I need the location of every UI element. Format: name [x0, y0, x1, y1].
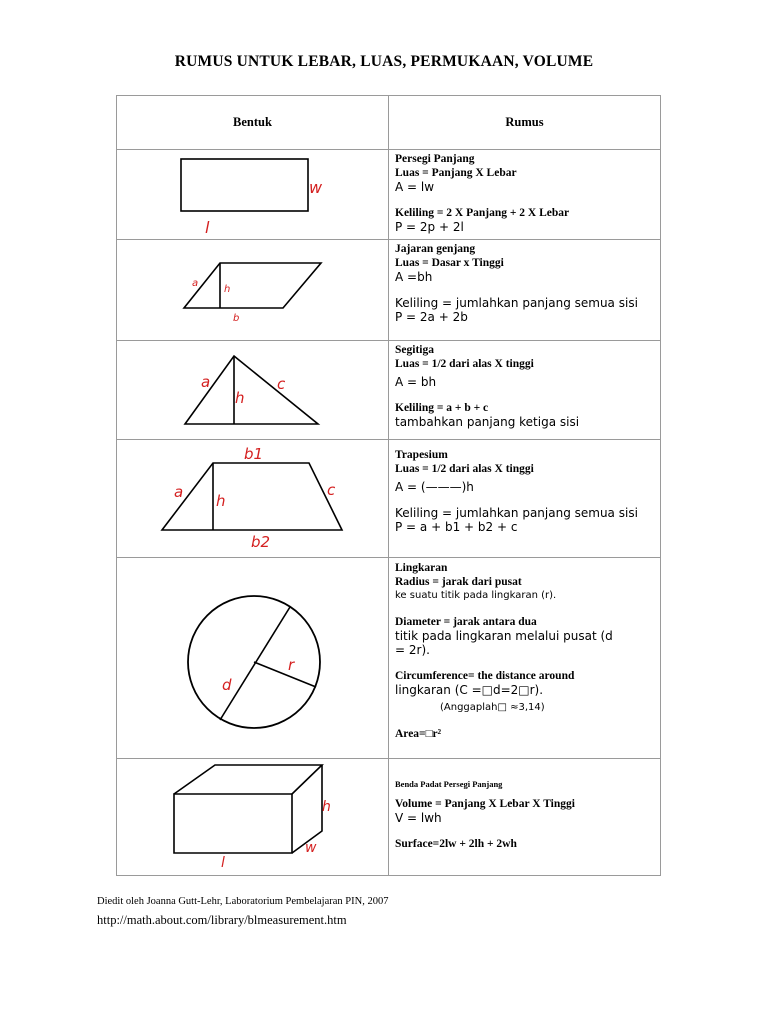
- diameter-definition: titik pada lingkaran melalui pusat (d: [395, 629, 613, 643]
- label-c: c: [327, 481, 336, 499]
- label-a: a: [201, 373, 211, 391]
- area-formula: Luas = 1/2 dari alas X tinggi: [395, 358, 534, 370]
- header-shape: Bentuk: [117, 96, 389, 150]
- volume-formula: Volume = Panjang X Lebar X Tinggi: [395, 798, 575, 810]
- trapezoid-figure: [117, 440, 388, 557]
- area-equation: A = lw: [395, 180, 435, 194]
- circle-figure-cell: [117, 558, 389, 759]
- rectangle-figure-cell: [117, 150, 389, 240]
- shape-name: Benda Padat Persegi Panjang: [395, 779, 503, 789]
- parallelogram-figure: [117, 240, 388, 340]
- surface-formula: Surface=2lw + 2lh + 2wh: [395, 838, 517, 850]
- table-row: [117, 240, 661, 341]
- table-row: [117, 341, 661, 440]
- rectangle-figure: [117, 150, 388, 239]
- rectangular-solid-figure: [117, 759, 388, 875]
- perimeter-equation: P = a + b1 + b2 + c: [395, 520, 518, 534]
- parallelogram-formula: [389, 240, 661, 341]
- table-row: [117, 759, 661, 876]
- area-formula: Luas = Panjang X Lebar: [395, 167, 517, 179]
- rectangle-formula: [389, 150, 661, 240]
- label-w: w: [309, 178, 323, 197]
- label-h: h: [235, 389, 245, 407]
- footer-credit: Diedit oleh Joanna Gutt-Lehr, Laboratorium Pembelajaran PIN, 2007: [97, 896, 389, 907]
- header-formula: Rumus: [389, 96, 661, 150]
- label-b2: b2: [251, 533, 271, 551]
- radius-formula: Radius = jarak dari pusat: [395, 576, 522, 588]
- label-c: c: [277, 375, 286, 393]
- label-a: a: [192, 278, 199, 289]
- radius-definition: ke suatu titik pada lingkaran (r).: [395, 590, 557, 601]
- perimeter-formula: Keliling = jumlahkan panjang semua sisi: [395, 296, 638, 310]
- label-a: a: [174, 483, 184, 501]
- area-formula: Area=□r²: [395, 728, 442, 740]
- label-b1: b1: [244, 445, 264, 463]
- box-formula: [389, 759, 661, 876]
- label-b: b: [233, 313, 240, 324]
- perimeter-formula: Keliling = a + b + c: [395, 402, 489, 414]
- label-w: w: [305, 840, 317, 856]
- parallelogram-figure-cell: [117, 240, 389, 341]
- label-d: d: [222, 676, 232, 694]
- circle-formula: [389, 558, 661, 759]
- pi-note: (Anggaplah□ ≈3,14): [440, 702, 545, 713]
- circumference-formula: Circumference= the distance around: [395, 670, 575, 682]
- table-row: [117, 440, 661, 558]
- table-row: [117, 558, 661, 759]
- table-header-row: [117, 96, 661, 150]
- trapezoid-figure-cell: [117, 440, 389, 558]
- area-equation: A =bh: [395, 270, 433, 284]
- circle-figure: [117, 558, 388, 758]
- triangle-figure: [117, 341, 388, 439]
- perimeter-formula: Keliling = 2 X Panjang + 2 X Lebar: [395, 207, 570, 219]
- page-title: RUMUS UNTUK LEBAR, LUAS, PERMUKAAN, VOLUME: [174, 53, 594, 70]
- label-l: l: [205, 218, 210, 237]
- area-equation: A = (———)h: [395, 480, 474, 494]
- trapezoid-formula: [389, 440, 661, 558]
- triangle-formula: [389, 341, 661, 440]
- perimeter-note: tambahkan panjang ketiga sisi: [395, 415, 580, 429]
- perimeter-equation: P = 2p + 2l: [395, 220, 464, 234]
- label-h: h: [216, 492, 226, 510]
- shape-name: Jajaran genjang: [395, 243, 476, 255]
- diameter-equation: = 2r).: [395, 643, 430, 657]
- area-formula: Luas = Dasar x Tinggi: [395, 257, 504, 269]
- shape-name: Persegi Panjang: [395, 153, 475, 165]
- box-figure-cell: [117, 759, 389, 876]
- triangle-figure-cell: [117, 341, 389, 440]
- diameter-formula: Diameter = jarak antara dua: [395, 616, 537, 628]
- label-h: h: [322, 799, 331, 815]
- formula-table: [116, 95, 661, 876]
- label-l: l: [221, 855, 225, 871]
- area-equation: A = bh: [395, 375, 437, 389]
- label-r: r: [288, 656, 295, 674]
- perimeter-formula: Keliling = jumlahkan panjang semua sisi: [395, 506, 638, 520]
- table-row: [117, 150, 661, 240]
- shape-name: Lingkaran: [395, 562, 448, 574]
- perimeter-equation: P = 2a + 2b: [395, 310, 468, 324]
- circumference-equation: lingkaran (C =□d=2□r).: [395, 683, 544, 697]
- shape-name: Trapesium: [395, 449, 448, 461]
- footer-url[interactable]: http://math.about.com/library/blmeasurement.htm: [97, 913, 347, 927]
- area-formula: Luas = 1/2 dari alas X tinggi: [395, 463, 534, 475]
- volume-equation: V = lwh: [395, 811, 442, 825]
- label-h: h: [224, 284, 231, 295]
- shape-name: Segitiga: [395, 344, 434, 356]
